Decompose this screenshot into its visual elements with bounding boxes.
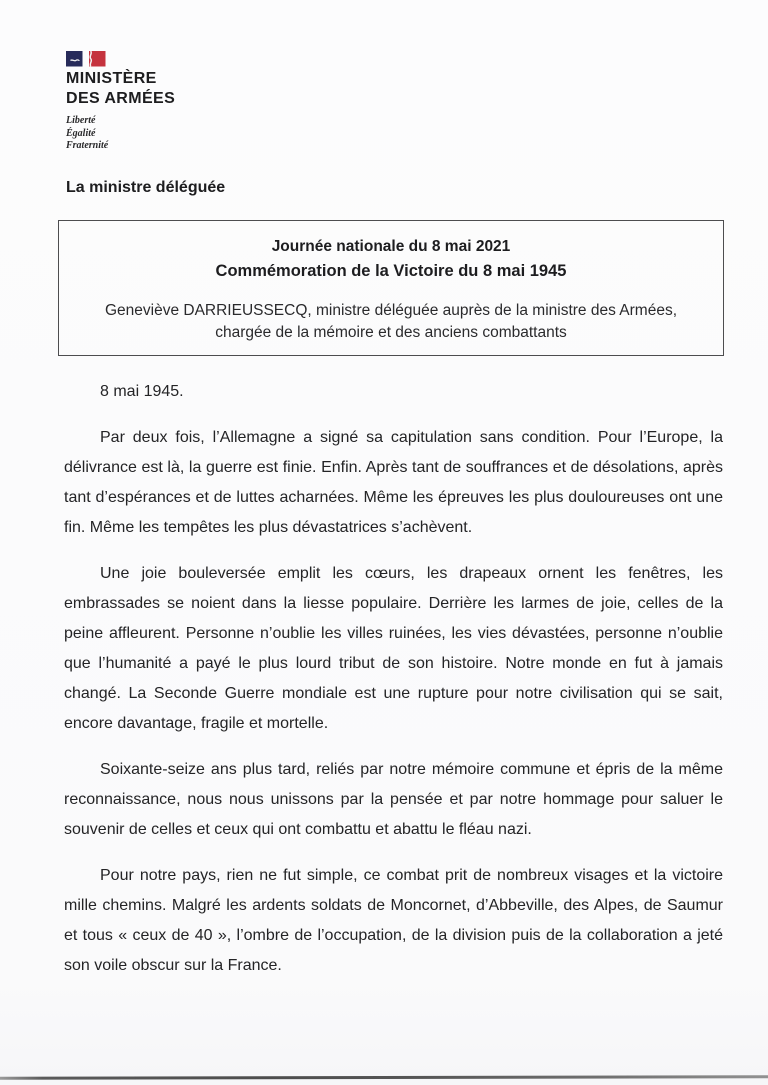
republic-motto bbox=[66, 115, 175, 153]
speech-body bbox=[64, 377, 723, 981]
flag-blue-block bbox=[66, 51, 83, 67]
paragraph-joie: Une joie bouleversée emplit les cœurs, les drapeaux ornent les fenêtres, les embrassades se noient dans la liesse populaire. Derrière les larmes de joie, celles de la peine affleurent. Personne n’oublie les villes ruinées, les vies dévastées, personne n’oublie que l’humanité a payé le plus lourd tribut de son histoire. Notre monde en fut à jamais changé. La Seconde Guerre mondiale est une rupture pour notre civilisation qui se sait, encore davantage, fragile et mortelle. bbox=[64, 565, 723, 732]
paragraph-hommage: Soixante-seize ans plus tard, reliés par notre mémoire commune et épris de la même reconnaissance, nous nous unissons par la pensée et par notre hommage pour saluer le souvenir de celles et ceux qui ont combattu et abattu le fléau nazi. bbox=[64, 761, 723, 838]
paragraph-date: 8 mai 1945. bbox=[100, 383, 184, 400]
paragraph-combat: Pour notre pays, rien ne fut simple, ce combat prit de nombreux visages et la victoire mille chemins. Malgré les ardents soldats de Moncornet, d’Abbeville, des Alpes, de Saumur et tous « ceux de 40 », l’ombre de l’occupation, de la division puis de la collaboration a jeté son voile obscur sur la France. bbox=[64, 867, 723, 974]
scan-edge-line bbox=[0, 1075, 768, 1080]
minister-byline: Geneviève DARRIEUSSECQ, ministre déléguée auprès de la ministre des Armées, chargée de la mémoire et des anciens combattants bbox=[104, 302, 678, 341]
ministry-name-line1: MINISTÈRE bbox=[66, 70, 157, 87]
french-flag-emblem-icon bbox=[66, 51, 106, 67]
paragraph-capitulation: Par deux fois, l’Allemagne a signé sa capitulation sans condition. Pour l’Europe, la délivrance est là, la guerre est finie. Enfin. Après tant de souffrances et de désolations, après tant d’espérances et de luttes acharnées. Même les épreuves les plus douloureuses ont une fin. Même les tempêtes les plus dévastatrices s’achèvent. bbox=[64, 429, 723, 536]
title-box bbox=[58, 220, 724, 356]
ministry-logo bbox=[66, 51, 175, 153]
event-title-line1: Journée nationale du 8 mai 2021 bbox=[271, 238, 511, 255]
motto-fraternite: Fraternité bbox=[66, 140, 109, 151]
ministry-name-line2: DES ARMÉES bbox=[66, 90, 176, 107]
motto-egalite: Égalité bbox=[66, 127, 96, 139]
sender-title: La ministre déléguée bbox=[66, 179, 226, 196]
motto-liberte: Liberté bbox=[66, 115, 96, 126]
event-title-line2: Commémoration de la Victoire du 8 mai 1945 bbox=[215, 262, 567, 280]
